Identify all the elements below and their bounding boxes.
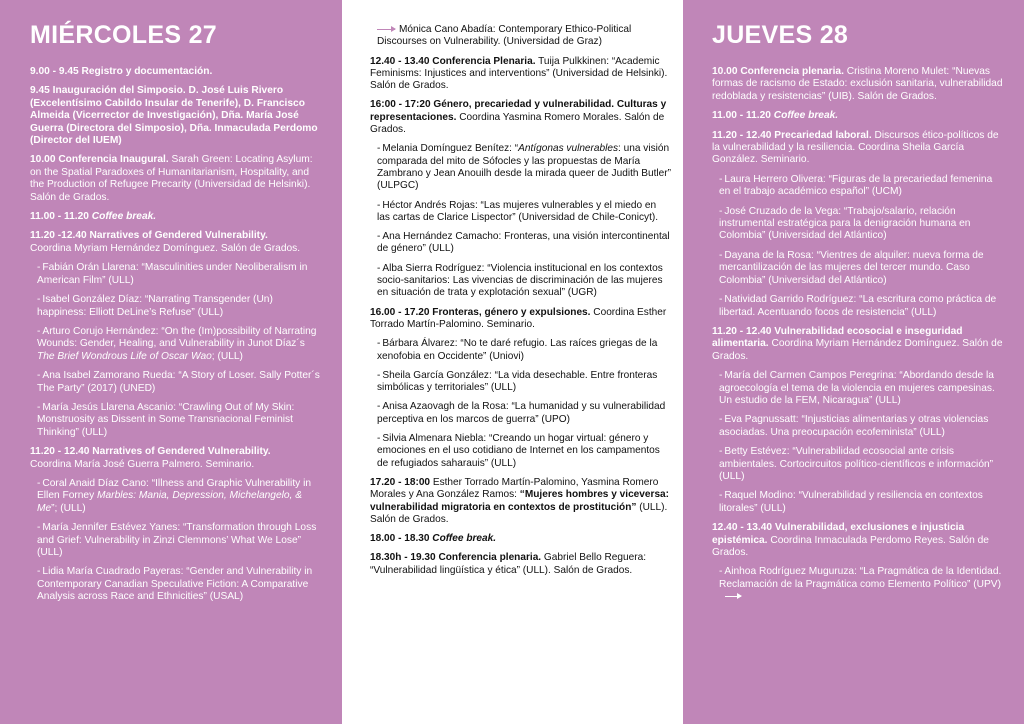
schedule-block: 16.00 - 17.20 Fronteras, género y expulsiones. Coordina Esther Torrado Martín-Palomino. Seminario.: [370, 306, 667, 330]
talk-item: - José Cruzado de la Vega: “Trabajo/salario, relación instrumental estratégica para la denigración humana en Colombia” (Universidad del Atlántico): [719, 205, 971, 242]
talk-item: - Fabián Orán Llarena: “Masculinities under Neoliberalism in American Film” (ULL): [37, 262, 308, 286]
schedule-block: 11.20 - 12.40 Precariedad laboral. Discursos ético-políticos de la vulnerabilidad y la resiliencia. Coordina Sheila García González. Seminario.: [712, 129, 999, 166]
schedule-block: 11.00 - 11.20 Coffee break.: [30, 211, 157, 223]
schedule-block: 18.00 - 18.30 Coffee break.: [370, 533, 497, 545]
schedule-block: 12.40 - 13.40 Conferencia Plenaria. Tuija Pulkkinen: “Academic Feminisms: Injustices and interventions” (Universidad de Helsinki). Salón de Grados.: [370, 55, 668, 92]
day-title-wednesday: MIÉRCOLES 27: [30, 21, 217, 49]
arrow-right-icon: [377, 29, 395, 30]
talk-item: - Ana Hernández Camacho: Fronteras, una visión intercontinental de género” (ULL): [377, 231, 670, 255]
talk-item: - Laura Herrero Olivera: “Figuras de la precariedad femenina en el trabajo académico español” (UCM): [719, 173, 993, 198]
talk-item: - Eva Pagnussatt: “Injusticias alimentarias y otras violencias asociadas. Una preocupación ecofeminista” (ULL): [719, 414, 989, 438]
arrow-right-icon: [725, 596, 741, 597]
talk-item: - Ainhoa Rodríguez Muguruza: “La Pragmática de la Identidad. Reclamación de la Pragmática como Elemento Político” (UPV): [712, 566, 1004, 603]
schedule-block: 17.20 - 18:00 Esther Torrado Martín-Palomino, Yasmina Romero Morales y Ana González Ramos: “Mujeres hombres y viceversa: vulnerabilidad migratoria en contextos de prostitución” (ULL). Salón de Grados.: [370, 476, 670, 525]
talk-item: - María del Carmen Campos Peregrina: “Abordando desde la agroecología el tema de la violencia en mujeres campesinas. Un estudio de la FEM, Nicaragua” (ULL): [719, 370, 995, 406]
talk-item: - Bárbara Álvarez: “No te daré refugio. Las raíces griegas de la xenofobia en Occidente” (Uniovi): [377, 338, 658, 362]
talk-item: - Héctor Andrés Rojas: “Las mujeres vulnerables y el miedo en las cartas de Clarice Lispector” (Universidad de Chile-Conicyt).: [377, 199, 659, 223]
schedule-block: 10.00 Conferencia plenaria. Cristina Moreno Mulet: “Nuevas formas de racismo de Estado: exclusión sanitaria, vulnerabilidad redoblada y resistencias” (UIB). Salón de Grados.: [712, 66, 1003, 102]
talk-item: - Anisa Azaovagh de la Rosa: “La humanidad y su vulnerabilidad perceptiva en los marcos de guerra” (UPO): [377, 401, 666, 425]
talk-item: - Silvia Almenara Niebla: “Creando un hogar virtual: género y emociones en el uso cotidiano de Internet en los campamentos de refugiados saharauis” (ULL): [377, 433, 660, 469]
talk-item: - María Jesús Llarena Ascanio: “Crawling Out of My Skin: Monstruosity as Dissent in Some Transnacional Feminist Thinking” (ULL): [37, 401, 295, 438]
talk-item: - Ana Isabel Zamorano Rueda: “A Story of Loser. Sally Potter´s The Party” (2017) (UNED): [37, 370, 320, 394]
schedule-block: 11.20 - 12.40 Narratives of Gendered Vulnerability. Coordina María José Guerra Palmero. Seminario.: [30, 446, 271, 470]
schedule-block: 18.30h - 19.30 Conferencia plenaria. Gabriel Bello Reguera: “Vulnerabilidad lingüística y ética” (ULL). Salón de Grados.: [370, 552, 647, 576]
talk-item: - Natividad Garrido Rodríguez: “La escritura como práctica de libertad. Acentuando focos de resistencia” (ULL): [719, 294, 997, 318]
talk-item: - Arturo Corujo Hernández: “On the (Im)possibility of Narrating Wounds: Gender, Healing, and Vulnerability in Junot Díaz´s The Brief Wondrous Life of Oscar Wao; (ULL): [37, 325, 317, 362]
middle-column: [342, 0, 683, 724]
thursday-column: [683, 0, 1024, 724]
schedule-block: 11.20 - 12.40 Vulnerabilidad ecosocial e inseguridad alimentaria. Coordina Myriam Hernández Domínguez. Salón de Grados.: [712, 325, 1003, 362]
talk-item: - María Jennifer Estévez Yanes: “Transformation through Loss and Grief: Vulnerability in Zinzi Clemmons’ What We Lose” (ULL): [37, 522, 317, 558]
schedule-block: 9.00 - 9.45 Registro y documentación.: [30, 66, 213, 77]
schedule-block: 9.45 Inauguración del Simposio. D. José Luis Rivero (Excelentísimo Cabildo Insular de Tenerife), D. Francisco Almeida (Vicerrector de Investigación), Dña. María José Guerra (Directora del Simposio), Dña. Inmaculada Perdomo (Director del IUEM): [30, 85, 318, 147]
talk-item: - Coral Anaid Díaz Cano: “Illness and Graphic Vulnerability in Ellen Forney Marbles: Mania, Depression, Michelangelo, & Me”; (ULL): [37, 477, 312, 514]
schedule-block: 10.00 Conferencia Inaugural. Sarah Green: Locating Asylum: on the Spatial Paradoxes of Humanitarianism, Hospitality, and the Production of Refugee Precarity (Universidad de Helsinki). Salón de Grados.: [30, 154, 313, 203]
schedule-block: 12.40 - 13.40 Vulnerabilidad, exclusiones e injusticia epistémica. Coordina Inmaculada Perdomo Reyes. Salón de Grados.: [712, 522, 989, 558]
talk-item: - Lidia María Cuadrado Payeras: “Gender and Vulnerability in Contemporary Canadian Speculative Fiction: A Comparative Analysis across Race and Ethnicities” (USAL): [37, 566, 313, 603]
schedule-block: 11.20 -12.40 Narratives of Gendered Vulnerability. Coordina Myriam Hernández Domínguez. Salón de Grados.: [30, 230, 301, 254]
talk-item: - Sheila García González: “La vida desechable. Entre fronteras simbólicas y territoriales” (ULL): [377, 369, 658, 394]
talk-item: - Dayana de la Rosa: “Vientres de alquiler: nueva forma de mercantilización de las mujeres del tercer mundo. Caso Colombia” (Universidad del Atlántico): [719, 249, 984, 286]
schedule-block: 11.00 - 11.20 Coffee break.: [712, 110, 839, 122]
wednesday-column: [0, 0, 342, 724]
talk-item: - Isabel González Díaz: “Narrating Transgender (Un) happiness: Elliott DeLine’s Refuse” (ULL): [37, 294, 273, 318]
talk-item: - Raquel Modino: “Vulnerabilidad y resiliencia en contextos litorales” (ULL): [719, 490, 983, 514]
talk-item: - Betty Estévez: “Vulnerabilidad ecosocial ante crisis ambientales. Cortocircuitos político-científicos e información” (ULL): [719, 446, 994, 482]
talk-item: Mónica Cano Abadía: Contemporary Ethico-Political Discourses on Vulnerability. (Universidad de Graz): [377, 24, 632, 48]
day-title-thursday: JUEVES 28: [712, 21, 849, 49]
talk-item: - Melania Domínguez Benítez: “Antígonas vulnerables: una visión comparada del mito de Sófocles y las propuestas de María Zambrano y Jean Anouilh desde la mirada queer de Judith Butler” (ULPGC): [377, 143, 672, 192]
schedule-block: 16:00 - 17:20 Género, precariedad y vulnerabilidad. Culturas y representaciones. Coordina Yasmina Romero Morales. Salón de Grados.: [370, 99, 667, 136]
talk-item: - Alba Sierra Rodríguez: “Violencia institucional en los contextos socio-sanitarios: Las vivencias de discriminación de las mujeres en situación de trata y explotación sexual” (UGR): [377, 262, 663, 299]
